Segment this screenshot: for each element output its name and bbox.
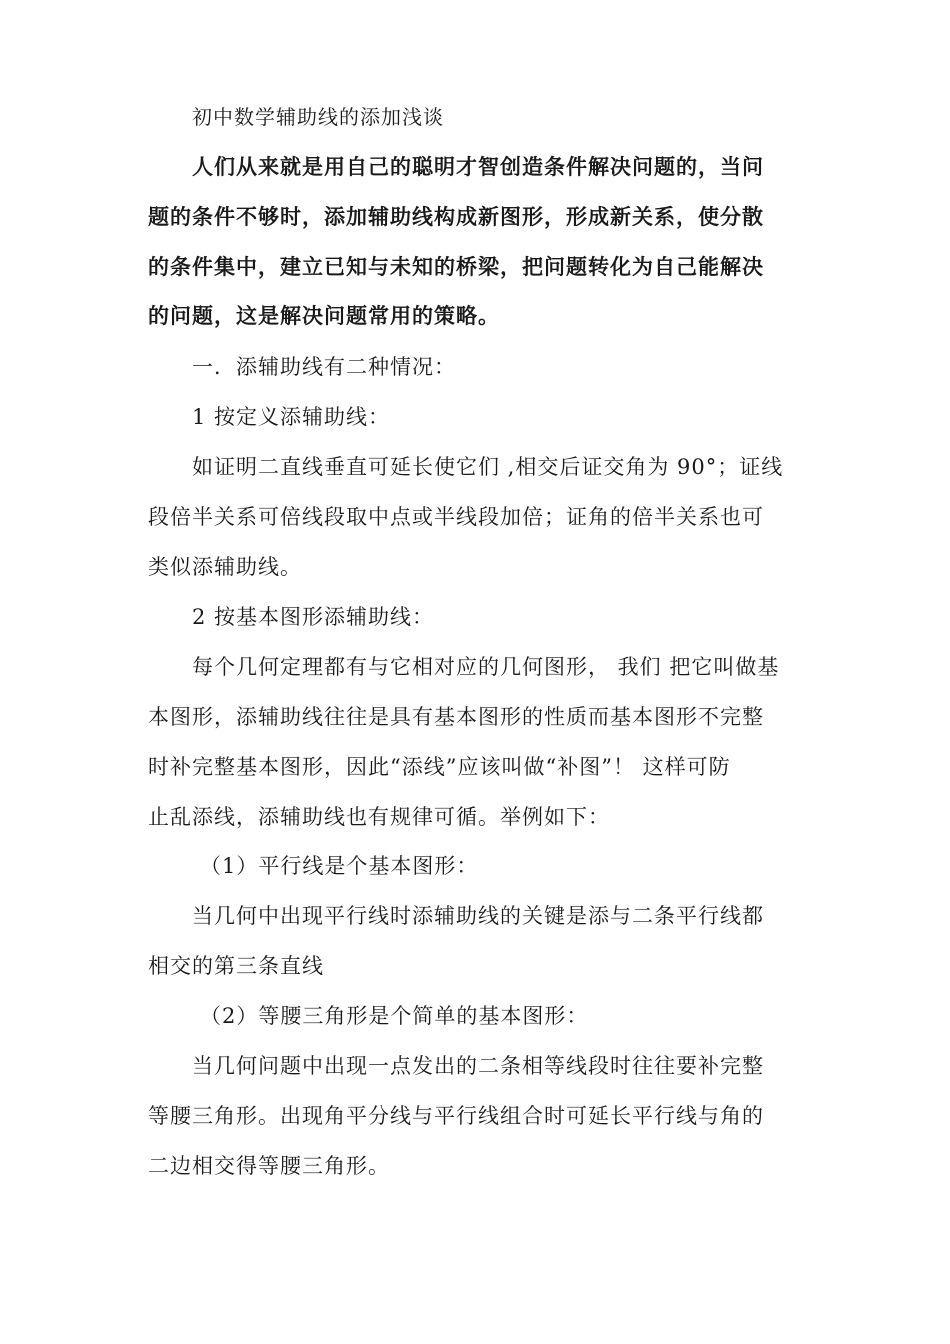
sub1-heading: 1 按定义添辅助线： [192,405,391,429]
item2-line-2: 等腰三角形。出现角平分线与平行线组合时可延长平行线与角的 [148,1104,764,1128]
sub2-line-3: 时补完整基本图形，因此“添线”应该叫做“补图”！ 这样可防 [148,755,731,779]
item2-line-3: 二边相交得等腰三角形。 [148,1154,390,1178]
document-title: 初中数学辅助线的添加浅谈 [192,105,444,129]
sub1-line-1: 如证明二直线垂直可延长使它们 ,相交后证交角为 90°；证线 [192,455,784,479]
sub2-heading: 2 按基本图形添辅助线： [192,605,435,629]
sub2-line-1: 每个几何定理都有与它相对应的几何图形， 我们 把它叫做基 [192,655,780,679]
intro-line-4: 的问题，这是解决问题常用的策略。 [148,303,500,328]
sub1-line-3: 类似添辅助线。 [148,555,302,579]
intro-line-1: 人们从来就是用自己的聪明才智创造条件解决问题的，当问 [192,154,764,179]
sub2-line-2: 本图形，添辅助线往往是具有基本图形的性质而基本图形不完整 [148,705,764,729]
item2-heading: （2）等腰三角形是个简单的基本图形： [200,1004,589,1028]
item1-line-2: 相交的第三条直线 [148,954,324,978]
sub1-line-2: 段倍半关系可倍线段取中点或半线段加倍；证角的倍半关系也可 [148,505,764,529]
item1-line-1: 当几何中出现平行线时添辅助线的关键是添与二条平行线都 [192,904,764,928]
section-heading: 一．添辅助线有二种情况： [192,355,456,379]
intro-line-3: 的条件集中，建立已知与未知的桥梁，把问题转化为自己能解决 [148,254,764,279]
sub2-line-4: 止乱添线，添辅助线也有规律可循。举例如下： [148,805,610,829]
intro-line-2: 题的条件不够时，添加辅助线构成新图形，形成新关系，使分散 [148,204,764,229]
item2-line-1: 当几何问题中出现一点发出的二条相等线段时往往要补完整 [192,1054,764,1078]
item1-heading: （1）平行线是个基本图形： [200,854,479,878]
